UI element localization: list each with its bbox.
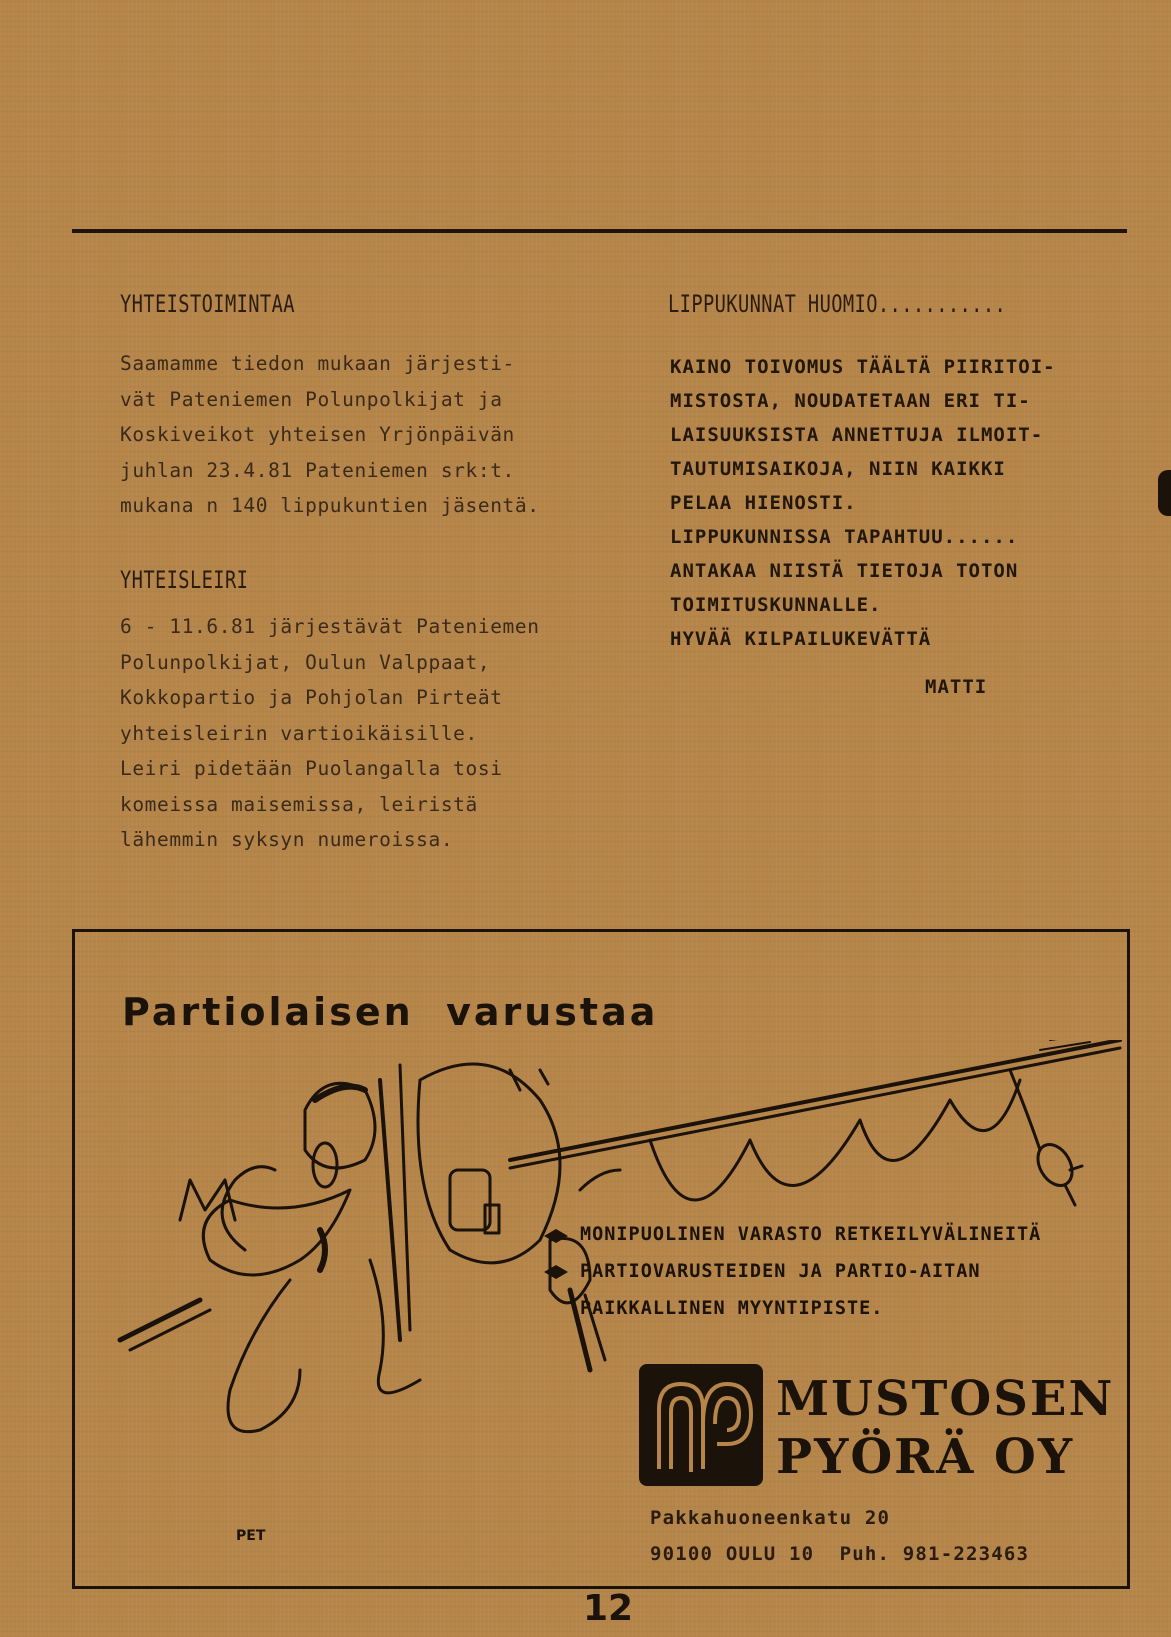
diamond-bullet-icon <box>544 1229 568 1243</box>
address-line: 90100 OULU 10 Puh. 981-223463 <box>650 1543 1030 1565</box>
heading-lippukunnat-huomio: LIPPUKUNNAT HUOMIO........... <box>668 290 1007 318</box>
company-name <box>776 1370 1114 1486</box>
text-line: Koskiveikot yhteisen Yrjönpäivän <box>120 423 515 446</box>
text-line: Polunpolkijat, Oulun Valppaat, <box>120 650 491 674</box>
ad-title: Partiolaisen varustaa <box>122 990 659 1034</box>
text-line: Saamamme tiedon mukaan järjesti- <box>120 352 515 375</box>
text-line: TOIMITUSKUNNALLE. <box>670 594 882 616</box>
text-line: komeissa maisemissa, leiristä <box>120 792 478 816</box>
text-line: PELAA HIENOSTI. <box>670 492 857 514</box>
company-address <box>650 1500 1029 1572</box>
top-divider-rule <box>72 229 1127 233</box>
page-number: 12 <box>583 1588 634 1629</box>
text-line: LAISUUKSISTA ANNETTUJA ILMOIT- <box>670 424 1044 446</box>
text-line: juhlan 23.4.81 Pateniemen srk:t. <box>120 458 515 482</box>
paragraph-yhteisleiri <box>120 609 540 858</box>
diamond-bullet-icon <box>544 1265 568 1279</box>
edge-tab-mark <box>1158 470 1171 516</box>
artist-signature: PET <box>236 1528 266 1544</box>
text-line: TAUTUMISAIKOJA, NIIN KAIKKI <box>670 458 1006 480</box>
heading-yhteisleiri: YHTEISLEIRI <box>120 566 249 594</box>
text-line: mukana n 140 lippukuntien jäsentä. <box>120 494 540 517</box>
ad-bullet-list <box>580 1216 1041 1327</box>
address-line: Pakkahuoneenkatu 20 <box>650 1507 891 1529</box>
company-logo-icon <box>639 1364 763 1486</box>
text-line: 6 - 11.6.81 järjestävät Pateniemen <box>120 615 540 638</box>
text-line: KAINO TOIVOMUS TÄÄLTÄ PIIRITOI- <box>670 356 1056 378</box>
list-item: PARTIOVARUSTEIDEN JA PARTIO-AITAN <box>580 1261 981 1282</box>
heading-yhteistoimintaa: YHTEISTOIMINTAA <box>120 290 295 318</box>
company-name-line: MUSTOSEN <box>776 1371 1115 1427</box>
paragraph-yhteistoimintaa <box>120 346 540 524</box>
text-line: vät Pateniemen Polunpolkijat ja <box>120 387 503 411</box>
text-line: Leiri pidetään Puolangalla tosi <box>120 757 503 780</box>
text-line: Kokkopartio ja Pohjolan Pirteät <box>120 686 503 709</box>
list-item: MONIPUOLINEN VARASTO RETKEILYVÄLINEITÄ <box>580 1224 1042 1245</box>
signature-matti: MATTI <box>925 676 988 698</box>
text-line: LIPPUKUNNISSA TAPAHTUU...... <box>670 526 1019 548</box>
list-item: PAIKKALLINEN MYYNTIPISTE. <box>580 1298 884 1319</box>
text-line: HYVÄÄ KILPAILUKEVÄTTÄ <box>670 628 932 650</box>
company-name-line: PYÖRÄ OY <box>776 1429 1075 1485</box>
text-line: ANTAKAA NIISTÄ TIETOJA TOTON <box>670 560 1019 582</box>
notice-text <box>670 350 1056 656</box>
bullet-arrows <box>540 1226 580 1316</box>
text-line: yhteisleirin vartioikäisille. <box>120 721 478 745</box>
text-line: lähemmin syksyn numeroissa. <box>120 828 454 851</box>
text-line: MISTOSTA, NOUDATETAAN ERI TI- <box>670 390 1031 412</box>
